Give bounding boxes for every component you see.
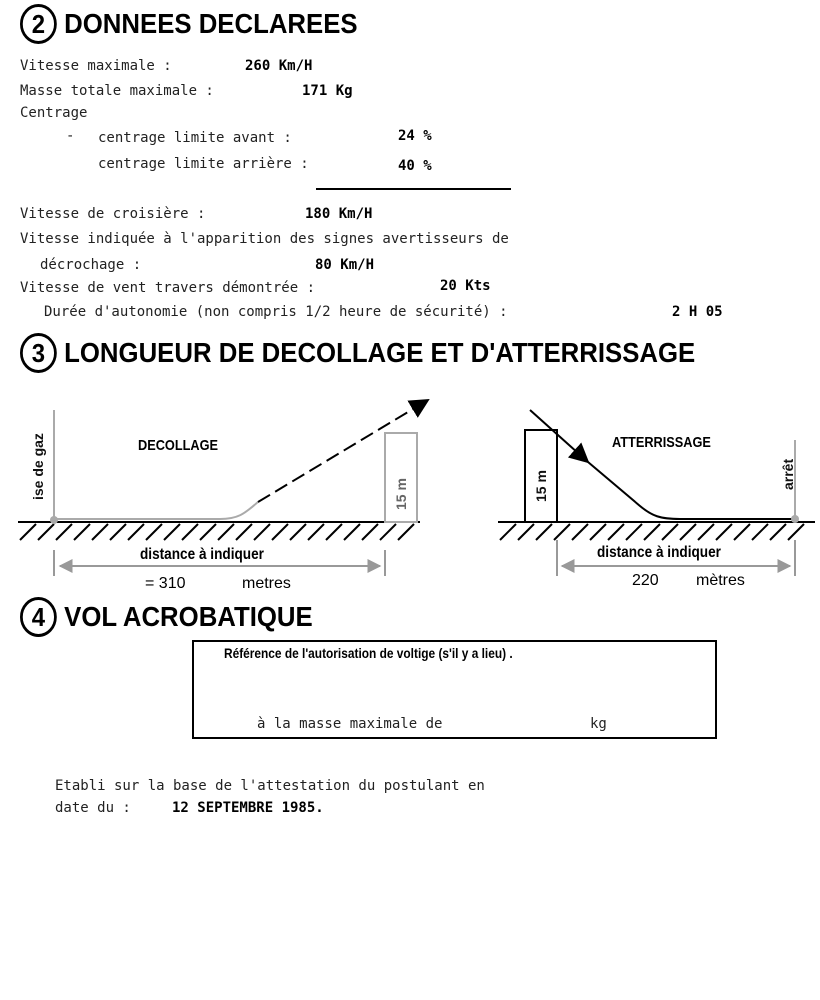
section-3-title: LONGUEUR DE DECOLLAGE ET D'ATTERRISSAGE (64, 337, 696, 368)
takeoff-distance-label: distance à indiquer (140, 546, 264, 563)
takeoff-distance-value: = 310 (145, 575, 186, 592)
voltige-masse-unit: kg (590, 716, 607, 732)
vitesse-croisiere-value: 180 Km/H (305, 206, 373, 222)
centrage-arriere-value: 40 % (398, 158, 432, 174)
landing-distance-label: distance à indiquer (597, 544, 721, 561)
vitesse-decrochage-label-1: Vitesse indiquée à l'apparition des signes avertisseurs de (20, 231, 509, 247)
takeoff-title: DECOLLAGE (138, 437, 219, 454)
separator-line (316, 188, 511, 190)
section-2-heading (20, 4, 358, 44)
ground-roll-path (54, 502, 258, 519)
vitesse-max-value: 260 Km/H (245, 58, 313, 74)
section-number-3: 3 (20, 333, 57, 373)
takeoff-height-label: 15 m (393, 478, 409, 510)
footer-date-value: 12 SEPTEMBRE 1985. (172, 800, 324, 816)
section-4-heading (20, 597, 313, 637)
vitesse-decrochage-value: 80 Km/H (315, 257, 375, 273)
masse-max-value: 171 Kg (302, 83, 353, 99)
section-3-heading (20, 333, 695, 373)
vitesse-croisiere-label: Vitesse de croisière : (20, 206, 206, 222)
takeoff-side-label: ise de gaz (30, 433, 46, 500)
voltige-reference-line: Référence de l'autorisation de voltige (s'il y a lieu) . (224, 645, 513, 661)
section-number-2: 2 (20, 4, 57, 44)
landing-height-label: 15 m (533, 470, 549, 502)
centrage-avant-label: centrage limite avant : (98, 130, 292, 146)
landing-distance-value: 220 (632, 572, 659, 589)
landing-path (588, 462, 795, 519)
takeoff-unit: metres (242, 575, 291, 592)
section-number-4: 4 (20, 597, 57, 637)
autonomie-label: Durée d'autonomie (non compris 1/2 heure de sécurité) : (44, 304, 508, 320)
stop-point (791, 515, 799, 523)
vent-travers-label: Vitesse de vent travers démontrée : (20, 280, 316, 296)
landing-ground-line (498, 522, 815, 540)
centrage-arriere-label: centrage limite arrière : (98, 156, 309, 172)
section-2-title: DONNEES DECLAREES (64, 8, 358, 39)
approach-arrow (530, 410, 588, 462)
landing-unit: mètres (696, 572, 745, 589)
voltige-masse-label: à la masse maximale de (257, 716, 443, 732)
vitesse-max-label: Vitesse maximale : (20, 58, 172, 74)
vent-travers-value: 20 Kts (440, 278, 491, 294)
landing-side-label: arrêt (780, 458, 796, 490)
masse-max-label: Masse totale maximale : (20, 83, 214, 99)
dash-bullet: - (66, 128, 75, 144)
takeoff-diagram (0, 390, 430, 600)
centrage-label: Centrage (20, 105, 88, 121)
vitesse-decrochage-label-2: décrochage : (40, 257, 142, 273)
autonomie-value: 2 H 05 (672, 304, 723, 320)
landing-title: ATTERRISSAGE (612, 434, 711, 451)
footer-line-1: Etabli sur la base de l'attestation du postulant en (55, 778, 485, 794)
section-4-title: VOL ACROBATIQUE (64, 601, 313, 632)
ground-line (18, 522, 420, 540)
footer-date-label: date du : (55, 800, 131, 816)
centrage-avant-value: 24 % (398, 128, 432, 144)
